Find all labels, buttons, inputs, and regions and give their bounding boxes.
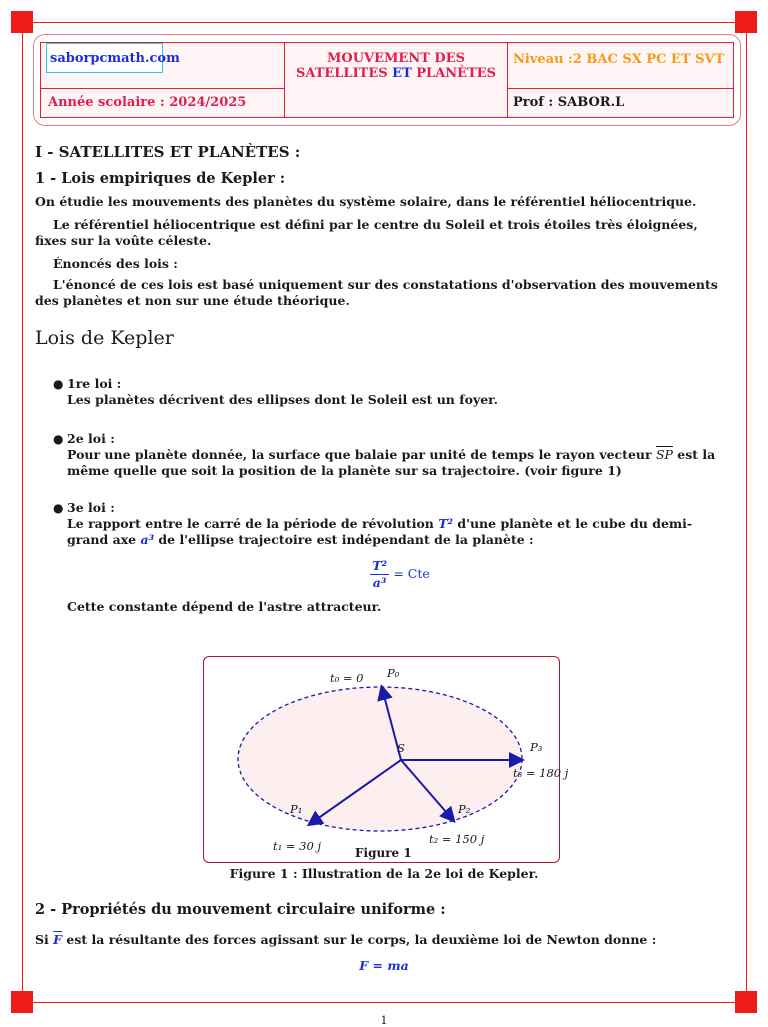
paragraph: Si $\overline{F}$ est la résultante des forces agissant sur le corps, la deuxième loi de Newton donne :: [35, 932, 657, 947]
teacher-label: Prof : SABOR.L: [513, 95, 625, 110]
law-text: Pour une planète donnée, la surface que balaie par unité de temps le rayon vecteur $\overline{SP}$ est la même quelle que soit la position de la planète sur sa trajectoire. (voir figure 1): [67, 447, 716, 478]
figure-inner-caption: Figure 1: [355, 846, 412, 860]
level-label: Niveau :2 BAC SX PC ET SVT: [513, 52, 725, 67]
page-number: 1: [380, 1014, 388, 1027]
law-note: Cette constante dépend de l'astre attracteur.: [67, 599, 382, 614]
vector-sp: $\overline{SP}$: [655, 447, 673, 462]
newton-formula: F = ma: [359, 958, 409, 973]
bullet-icon: ●: [53, 501, 64, 515]
subsection-heading: 2 - Propriétés du mouvement circulaire uniforme :: [35, 901, 446, 918]
law-title: 3e loi :: [67, 500, 115, 515]
label-t1: t₁ = 30 j: [273, 839, 322, 853]
symbol-t-squared: T²: [438, 516, 454, 531]
symbol-a-cubed: a³: [140, 532, 155, 547]
title-word-et: ET: [392, 66, 412, 81]
kepler-formula: $\frac{\text{T²}}{\text{a³}}$ = Cte: [372, 558, 430, 590]
label-p0: P₀: [387, 666, 400, 680]
subsection-heading: 1 - Lois empiriques de Kepler :: [35, 170, 286, 187]
school-year: Année scolaire : 2024/2025: [48, 95, 247, 110]
label-p2: P₂: [458, 802, 471, 816]
bullet-icon: ●: [53, 377, 64, 391]
title-word-satellites: SATELLITES: [295, 66, 388, 81]
paragraph: Énoncés des lois :: [53, 256, 178, 271]
law-title: 2e loi :: [67, 431, 115, 446]
label-t2: t₂ = 150 j: [429, 832, 485, 846]
label-t3: t₃ = 180 j: [513, 766, 569, 780]
figure-caption: Figure 1 : Illustration de la 2e loi de Kepler.: [229, 866, 539, 881]
kepler-title: Lois de Kepler: [35, 327, 174, 349]
label-p3: P₃: [530, 740, 543, 754]
paragraph: L'énoncé de ces lois est basé uniquement sur des constatations d'observation des mouvements des planètes et non sur une étude théorique.: [35, 277, 718, 308]
law-text: Les planètes décrivent des ellipses dont le Soleil est un foyer.: [67, 392, 498, 407]
label-p1: P₁: [290, 802, 303, 816]
site-link[interactable]: saborpcmath.com: [46, 43, 163, 73]
paragraph: Le référentiel héliocentrique est défini par le centre du Soleil et trois étoiles très éloignées, fixes sur la voûte céleste.: [35, 217, 698, 248]
label-sun: S: [397, 741, 405, 755]
label-t0: t₀ = 0: [330, 671, 364, 685]
section-heading: I - SATELLITES ET PLANÈTES :: [35, 143, 301, 161]
vector-f: $\overline{F}$: [53, 932, 63, 947]
title-line-1: MOUVEMENT DES: [327, 51, 465, 66]
bullet-icon: ●: [53, 432, 64, 446]
law-text: Le rapport entre le carré de la période de révolution T² d'une planète et le cube du demi-grand axe a³ de l'ellipse trajectoire est indépendant de la planète :: [67, 516, 693, 547]
law-title: 1re loi :: [67, 376, 122, 391]
title-word-planetes: PLANÈTES: [416, 66, 497, 81]
paragraph: On étudie les mouvements des planètes du système solaire, dans le référentiel héliocentrique.: [35, 194, 697, 209]
